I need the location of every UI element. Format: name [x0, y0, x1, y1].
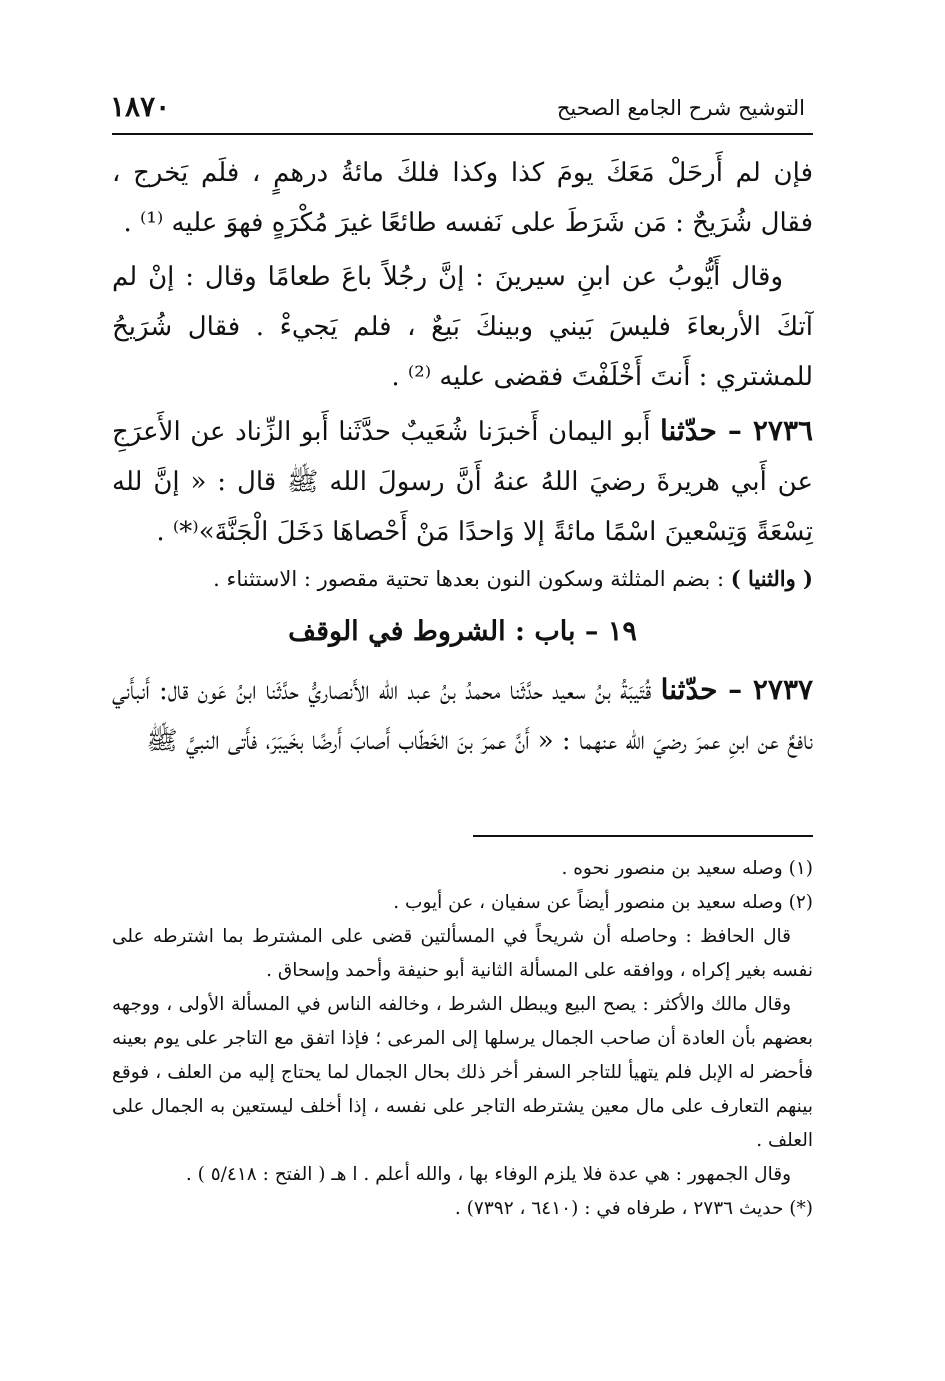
- hadith-number: ٢٧٣٦ – حدّثنا: [660, 414, 814, 447]
- hadith-text: قُتَيبَةُ بنُ سعيد حدَّثَنا محمدُ بنُ عبد الله الأَنصاريُّ حدَّثَنا ابنُ عَون قال: أَنبأَني نافعٌ عن ابنِ عمرَ رضيَ الله عنهما : « أَنَّ عمرَ بنَ الخَطّاب أَصابَ أَرضًا بخَيبَرَ، فأَتى النبيَّ ﷺ: [112, 676, 813, 756]
- gloss-term: ( والثنيا ): [730, 566, 813, 591]
- footnote-2-commentary: وقال الجمهور : هي عدة فلا يلزم الوفاء بها ، والله أعلم . ا هـ ( الفتح : ٥/٤١٨ ) .: [185, 1164, 791, 1185]
- paragraph-ayyub-report: وقال أَيُّوبُ عن ابنِ سيرينَ : إنَّ رجُلاً باعَ طعامًا وقال : إنْ لم آتكَ الأربعاءَ فليسَ بَيني وبينكَ بَيعٌ ، فلم يَجيءْ . فقال شُرَيحُ للمشتري : أَنتَ أَخْلَفْتَ فقضى عليه ⁽²⁾ .: [112, 262, 813, 392]
- paragraph-shurayh-condition: فإن لم أَرحَلْ مَعَكَ يومَ كذا وكذا فلكَ مائةُ درهمٍ ، فلَم يَخرج ، فقال شُرَيحٌ : مَن شَرَطَ على نَفسه طائعًا غيرَ مُكْرَهٍ فهوَ عليه ⁽¹⁾ .: [112, 158, 813, 238]
- footnote-2: (٢) وصله سعيد بن منصور أيضاً عن سفيان ، عن أيوب .: [393, 892, 813, 913]
- gloss-note: [112, 561, 813, 597]
- running-title: التوشيح شرح الجامع الصحيح: [556, 96, 805, 120]
- footnote-2-commentary: وقال مالك والأكثر : يصح البيع ويبطل الشرط ، وخالفه الناس في المسألة الأولى ، ووجهه بعضهم بأن العادة أن صاحب الجمال يرسلها إلى المرعى ؛ فإذا اتفق مع التاجر على يوم بعينه فأحضر له الإبل فلم يتهيأ للتاجر السفر أخر ذلك بحال الجمال لما يحتاج إليه من العلف ، فوقع بينهم التعارف على مال معين يشترطه التاجر على نفسه ، إذا أخلف ليستعين به الجمال على العلف .: [112, 994, 813, 1151]
- footnotes: [112, 852, 813, 1226]
- footnote-1: (١) وصله سعيد بن منصور نحوه .: [561, 858, 813, 879]
- page-number: ١٨٧٠: [110, 90, 171, 123]
- main-text: [112, 148, 813, 770]
- footnote-divider: [473, 835, 813, 837]
- gloss-text: : بضم المثلثة وسكون النون بعدها تحتية مقصور : الاستثناء .: [213, 567, 725, 591]
- header-divider: [112, 133, 813, 135]
- hadith-2736: [112, 406, 813, 557]
- footnote-star: (*) حديث ٢٧٣٦ ، طرفاه في : (٦٤١٠ ، ٧٣٩٢) .: [454, 1198, 813, 1219]
- hadith-2737: [112, 665, 813, 766]
- footnote-2-commentary: قال الحافظ : وحاصله أن شريحاً في المسألتين قضى على المشترط بما اشترطه على نفسه بغير إكراه ، ووافقه على المسألة الثانية أبو حنيفة وأحمد وإسحاق .: [112, 926, 813, 981]
- hadith-number: ٢٧٣٧ – حدّثنا: [660, 673, 814, 706]
- hadith-text: أَبو اليمان أَخبرَنا شُعَيبٌ حدَّثَنا أَبو الزِّناد عن الأَعرَجِ عن أَبي هريرةَ رضيَ اللهُ عنهُ أَنَّ رسولَ الله ﷺ قال : « إنَّ لله تِسْعَةً وَتِسْعينَ اسْمًا مائةً إلا وَاحدًا مَنْ أَحْصاهَا دَخَلَ الْجَنَّةَ»⁽*⁾ .: [112, 417, 813, 547]
- chapter-heading: ١٩ – باب : الشروط في الوقف: [288, 616, 637, 647]
